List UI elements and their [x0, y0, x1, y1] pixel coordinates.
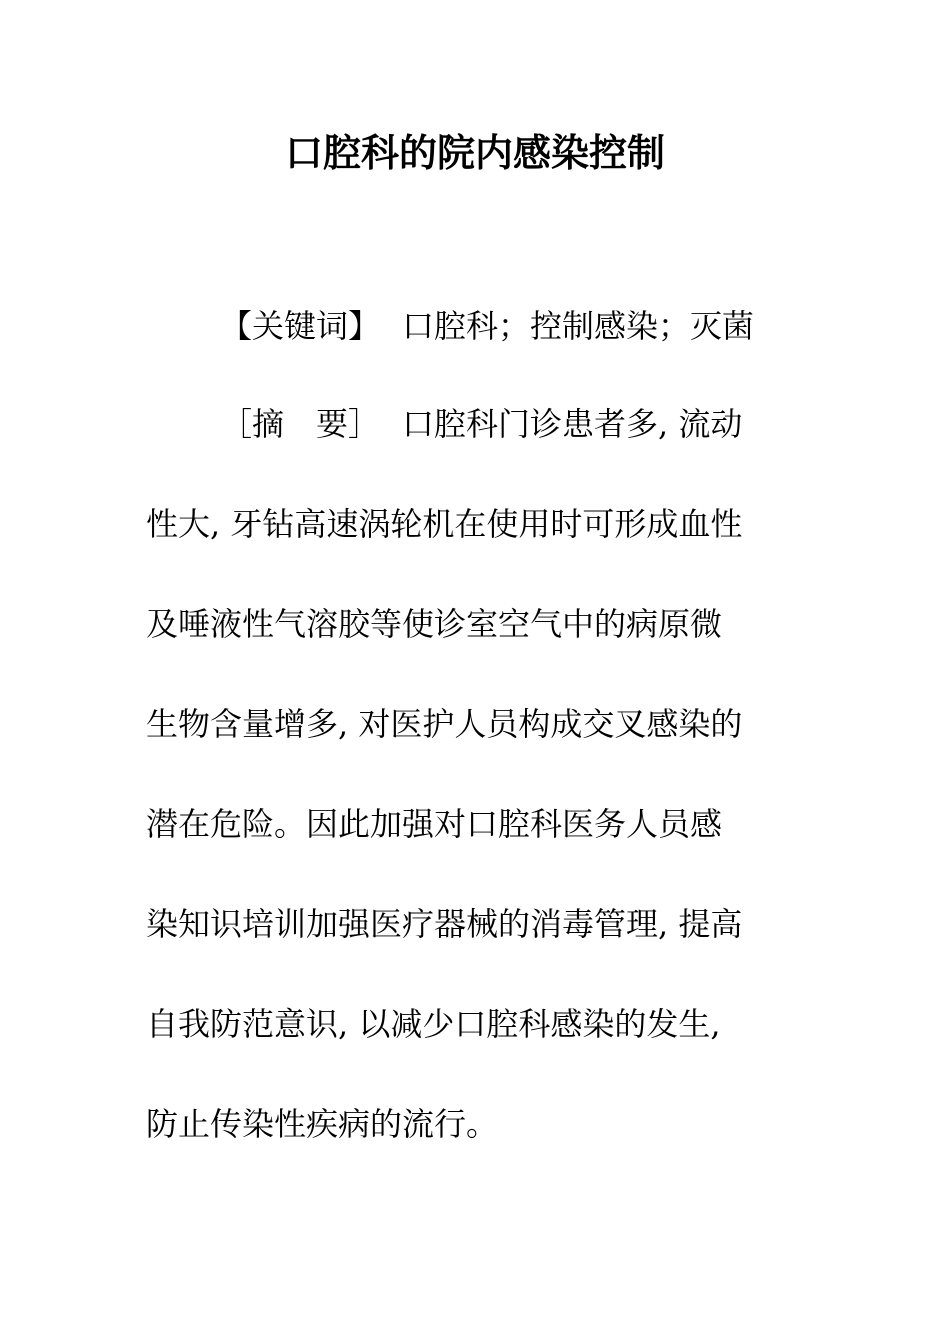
abstract-label: ［摘 要］ — [220, 405, 381, 443]
keywords-paragraph — [146, 276, 796, 376]
abstract-line-8: 防止传染性疾病的流行。 — [146, 1105, 499, 1143]
abstract-line-5: 潜在危险。因此加强对口腔科医务人员感 — [146, 805, 723, 843]
abstract-line-3: 及唾液性气溶胶等使诊室空气中的病原微 — [146, 605, 723, 643]
abstract-line-text: 口腔科门诊患者多, 流动 — [402, 405, 743, 443]
abstract-line-4: 生物含量增多, 对医护人员构成交叉感染的 — [146, 705, 743, 743]
document-title: 口腔科的院内感染控制 — [284, 130, 665, 175]
keywords-text: 口腔科；控制感染；灭菌 — [402, 307, 755, 345]
abstract-line-1 — [146, 374, 796, 474]
abstract-paragraph — [146, 374, 796, 1174]
keywords-label: 【关键词】 — [220, 307, 381, 345]
abstract-line-7: 自我防范意识, 以减少口腔科感染的发生, — [146, 1005, 721, 1043]
abstract-line-6: 染知识培训加强医疗器械的消毒管理, 提高 — [146, 905, 743, 943]
abstract-line-2: 性大, 牙钻高速涡轮机在使用时可形成血性 — [146, 505, 743, 543]
